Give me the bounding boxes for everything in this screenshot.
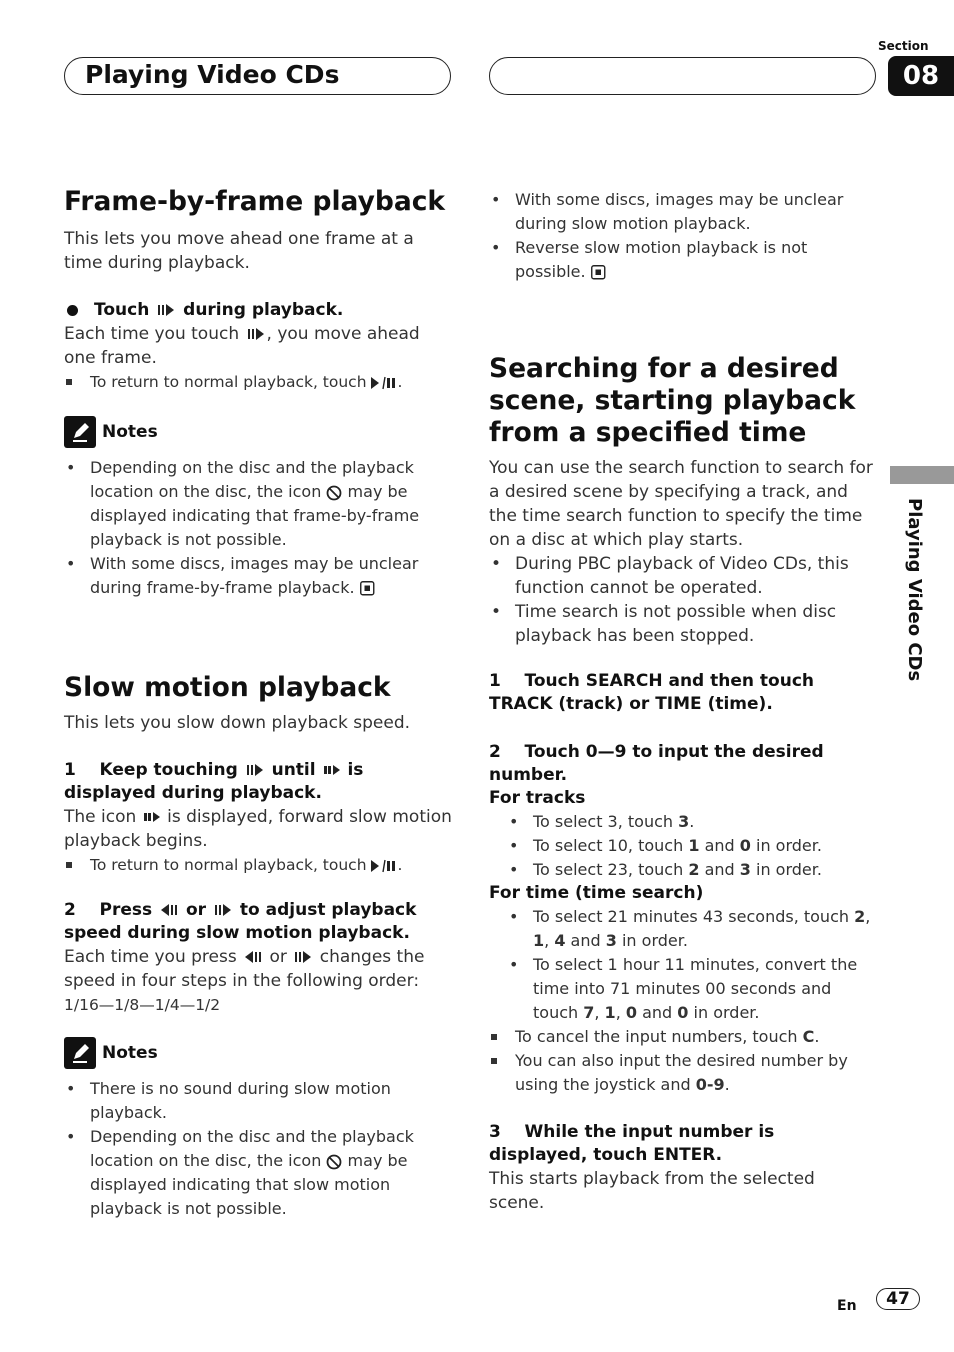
frame-step-pre: Touch	[94, 300, 150, 320]
t1-b: 3	[678, 812, 690, 831]
frame-step	[64, 298, 454, 322]
slow-note4-text: Reverse slow motion playback is not possible.	[515, 238, 808, 281]
tm2-b3: 0	[625, 1003, 637, 1022]
t1-pre: To select 3, touch	[533, 812, 674, 831]
search-bullet-2: • Time search is not possible when disc playback has been stopped.	[489, 600, 875, 648]
t3-and: and	[704, 860, 735, 879]
slow-desc1-post: is displayed, forward slow motion playback begins.	[64, 807, 452, 851]
tm2-post: in order.	[693, 1003, 760, 1022]
step-number: 2	[64, 900, 76, 920]
search-step3-desc: This starts playback from the selected scene.	[489, 1169, 815, 1213]
track-example-2	[507, 834, 875, 858]
tm1-and: and	[570, 931, 601, 950]
cancel-pre: To cancel the input numbers, touch	[515, 1027, 798, 1046]
t3-post: in order.	[756, 860, 822, 879]
slow-notes-header	[64, 1037, 454, 1069]
tm1-pre: To select 21 minutes 43 seconds, touch	[533, 907, 850, 926]
joy-b: 0-9	[695, 1075, 725, 1094]
slow-step1-c: is displayed during playback.	[64, 760, 364, 803]
search-step1-text: Touch SEARCH and then touch TRACK (track) or TIME (time).	[489, 671, 815, 714]
slow-desc-2	[64, 945, 454, 993]
tm1-b1: 2	[854, 907, 866, 926]
slow-forward-icon	[142, 810, 162, 824]
notes-label: Notes	[102, 422, 158, 442]
section-title: Playing Video CDs	[85, 60, 340, 89]
slow-note-1: • There is no sound during slow motion playback.	[64, 1077, 454, 1125]
frame-step-post: during playback.	[183, 300, 344, 320]
step-number: 2	[489, 742, 501, 762]
frame-desc-post: , you move ahead one frame.	[64, 324, 420, 368]
slow-desc2-pre: Each time you press	[64, 947, 237, 967]
frame-note-1	[64, 456, 454, 552]
frame-back-icon	[158, 903, 180, 917]
cancel-b: C	[802, 1027, 815, 1046]
frame-return-text: To return to normal playback, touch	[90, 373, 367, 391]
frame-intro: This lets you move ahead one frame at a time during playback.	[64, 229, 414, 273]
frame-note2-text: With some discs, images may be unclear during frame-by-frame playback.	[90, 554, 419, 597]
joy-pre: You can also input the desired number by using the joystick and	[515, 1051, 848, 1094]
search-step-1	[489, 670, 875, 716]
slow-intro: This lets you slow down playback speed.	[64, 713, 411, 733]
time-example-2: • To select 1 hour 11 minutes, convert the time into 71 minutes 00 seconds and touch 7, 1, 0 and 0 in order.	[507, 953, 875, 1025]
cancel-note: To cancel the input numbers, touch C.	[489, 1025, 875, 1049]
frame-advance-icon	[212, 903, 234, 917]
t2-and: and	[704, 836, 735, 855]
t2-post: in order.	[756, 836, 822, 855]
empty-header-pill	[489, 57, 876, 95]
step-number: 1	[64, 760, 76, 780]
slow-step-1	[64, 759, 454, 805]
t2-b2: 0	[739, 836, 751, 855]
time-label: For time (time search)	[489, 883, 704, 903]
tm1-b3: 4	[554, 931, 566, 950]
play-pause-icon	[371, 376, 397, 390]
page-number: 47	[876, 1288, 920, 1310]
slow-heading: Slow motion playback	[64, 672, 391, 703]
tm1-b4: 3	[605, 931, 617, 950]
side-tab-label: Playing Video CDs	[904, 498, 925, 682]
prohibit-icon	[326, 485, 342, 501]
slow-step1-a: Keep touching	[99, 760, 238, 780]
tm2-b4: 0	[677, 1003, 689, 1022]
frame-advance-icon	[155, 303, 177, 317]
frame-desc-pre: Each time you touch	[64, 324, 240, 344]
tm1-post: in order.	[621, 931, 688, 950]
step-dot	[67, 305, 78, 316]
frame-note1-pre: Depending on the disc and the playback location on the disc, the icon	[90, 458, 414, 501]
search-heading: Searching for a desired scene, starting playback from a specified time	[489, 353, 856, 448]
slow-return-text: To return to normal playback, touch	[90, 856, 367, 874]
slow-note-2	[64, 1125, 454, 1221]
slow-section	[64, 711, 454, 1221]
slow-forward-icon	[322, 763, 342, 777]
side-tab-bar	[890, 466, 954, 484]
frame-notes-header	[64, 416, 454, 448]
section-title-pill	[64, 57, 451, 95]
slow-step1-b: until	[271, 760, 316, 780]
tm2-b1: 7	[583, 1003, 595, 1022]
prohibit-icon	[326, 1154, 342, 1170]
t2-pre: To select 10, touch	[533, 836, 684, 855]
step-number: 3	[489, 1122, 501, 1142]
slow-note-3: • With some discs, images may be unclear during slow motion playback.	[489, 188, 875, 236]
notes-label: Notes	[102, 1043, 158, 1063]
search-step-3	[489, 1121, 875, 1167]
tm2-b2: 1	[604, 1003, 616, 1022]
search-section	[489, 456, 875, 1215]
section-label: Section	[878, 39, 929, 53]
search-bullet-1: • During PBC playback of Video CDs, this function cannot be operated.	[489, 552, 875, 600]
t3-b2: 3	[739, 860, 751, 879]
search-intro: You can use the search function to search for a desired scene by specifying a track, and the time search function to specify the time on a disc at which play starts.	[489, 458, 873, 550]
slow-desc1-pre: The icon	[64, 807, 137, 827]
tm2-pre: To select 1 hour 11 minutes, convert the time into 71 minutes 00 seconds and touch	[533, 955, 858, 1022]
pencil-note-icon	[64, 416, 96, 448]
slow-step-2	[64, 899, 454, 945]
search-step3-text: While the input number is displayed, touch ENTER.	[489, 1122, 775, 1165]
tracks-label: For tracks	[489, 788, 586, 808]
search-step2-text: Touch 0—9 to input the desired number.	[489, 742, 824, 785]
slow-notes-continued	[489, 188, 875, 284]
pencil-note-icon	[64, 1037, 96, 1069]
language-label: En	[837, 1298, 857, 1314]
tm2-and: and	[642, 1003, 673, 1022]
slow-step2-b: or	[186, 900, 207, 920]
track-example-3	[507, 858, 875, 882]
t3-b1: 2	[688, 860, 700, 879]
end-mark-icon	[360, 581, 375, 596]
frame-note1-post: may be displayed indicating that frame-by-frame playback is not possible.	[90, 482, 420, 549]
slow-note2-post: may be displayed indicating that slow motion playback is not possible.	[90, 1151, 408, 1218]
play-pause-icon	[371, 859, 397, 873]
frame-back-icon	[242, 950, 264, 964]
frame-return: To return to normal playback, touch .	[64, 370, 454, 394]
section-number: 08	[888, 56, 954, 96]
slow-return: To return to normal playback, touch .	[64, 853, 454, 877]
track-example-1: • To select 3, touch 3.	[507, 810, 875, 834]
slow-step2-a: Press	[99, 900, 153, 920]
frame-heading: Frame-by-frame playback	[64, 186, 446, 217]
search-step-2	[489, 741, 875, 787]
frame-desc	[64, 322, 454, 370]
frame-section	[64, 227, 454, 600]
slow-desc-1	[64, 805, 454, 853]
frame-note-2	[64, 552, 454, 600]
slow-note-4	[489, 236, 875, 284]
slow-note2-pre: Depending on the disc and the playback location on the disc, the icon	[90, 1127, 414, 1170]
slow-desc2-post: changes the speed in four steps in the following order:	[64, 947, 425, 991]
slow-desc2-mid: or	[269, 947, 287, 967]
step-number: 1	[489, 671, 501, 691]
frame-advance-icon	[245, 327, 267, 341]
slow-speeds: 1/16—1/8—1/4—1/2	[64, 996, 221, 1014]
time-example-1: • To select 21 minutes 43 seconds, touch 2, 1, 4 and 3 in order.	[507, 905, 875, 953]
frame-advance-icon	[244, 763, 266, 777]
joystick-note: You can also input the desired number by using the joystick and 0-9.	[489, 1049, 875, 1097]
t2-b1: 1	[688, 836, 700, 855]
end-mark-icon	[591, 265, 606, 280]
t3-pre: To select 23, touch	[533, 860, 684, 879]
frame-advance-icon	[292, 950, 314, 964]
slow-step2-c: to adjust playback speed during slow motion playback.	[64, 900, 417, 943]
tm1-b2: 1	[533, 931, 545, 950]
